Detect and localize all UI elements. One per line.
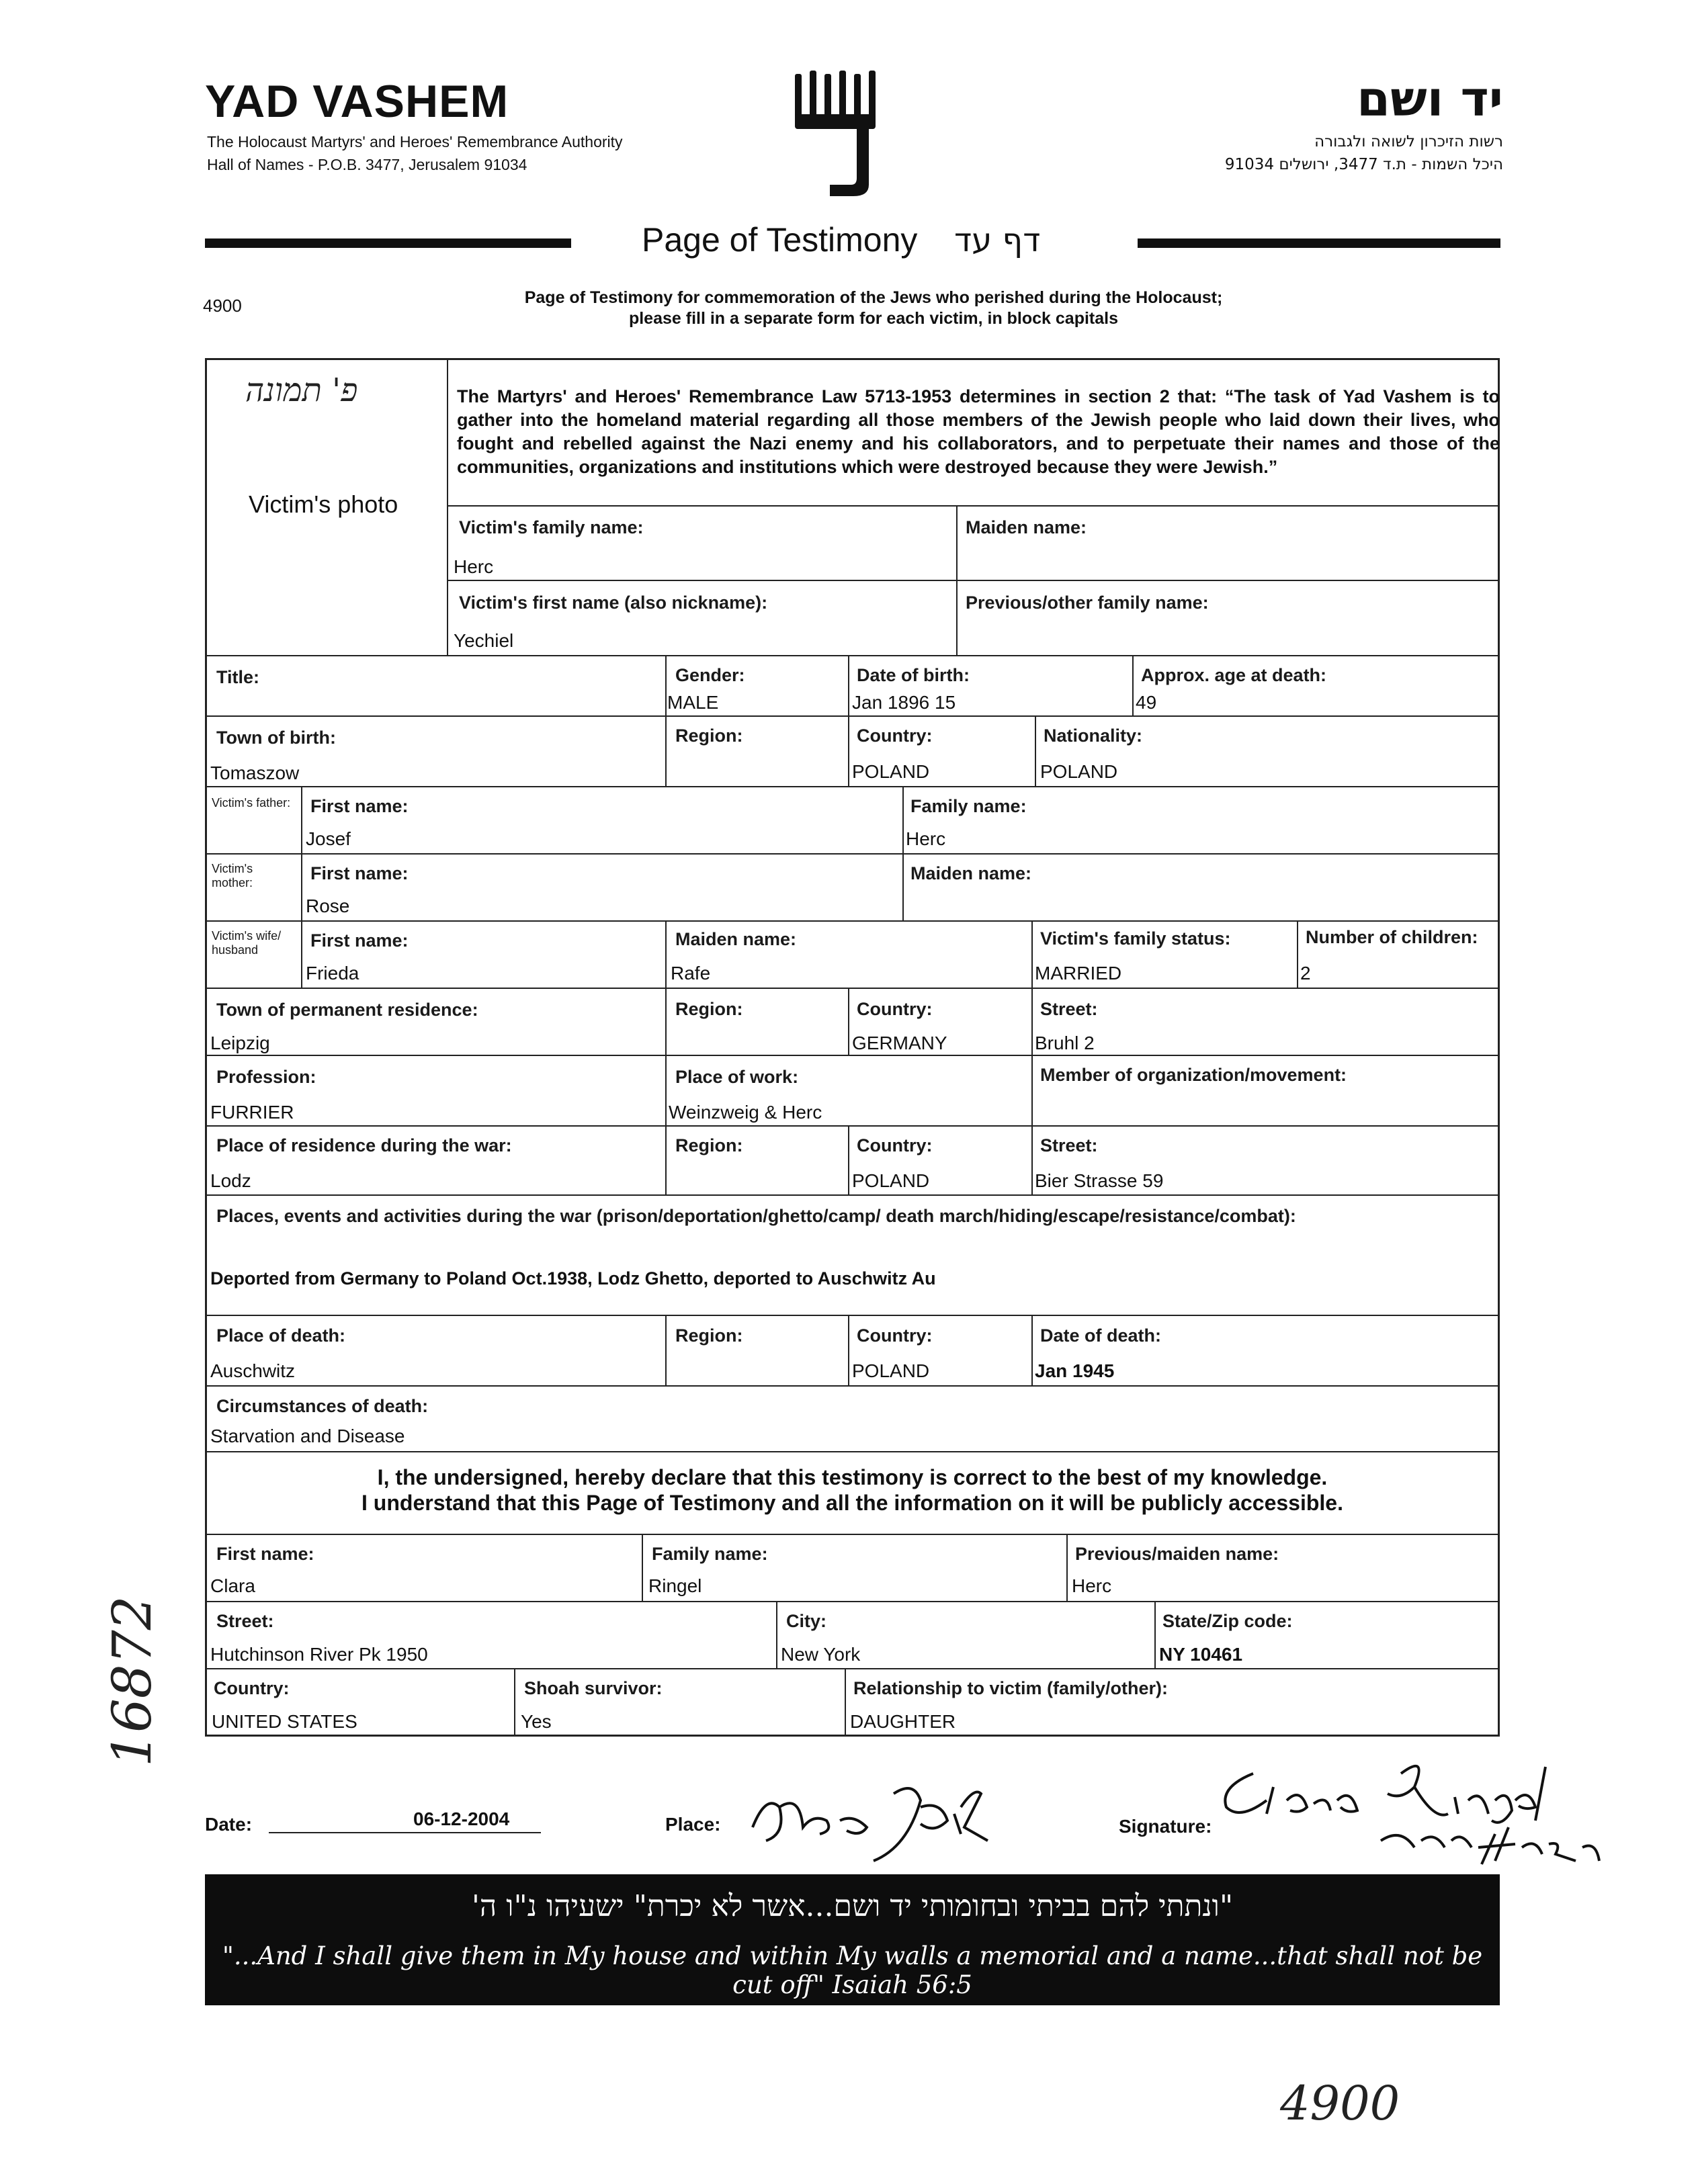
org-subtitle: The Holocaust Martyrs' and Heroes' Remembrance Authority xyxy=(207,133,623,150)
place-handwritten xyxy=(739,1767,1021,1874)
gender-label: Gender: xyxy=(675,665,745,685)
place-of-work-label: Place of work: xyxy=(675,1067,799,1087)
gender-value: MALE xyxy=(667,692,719,713)
banner-quote-hebrew: "ונתתי להם בביתי ובחומותי יד ושם...אשר לא יכרת" ישעיהו נ"ו ה' xyxy=(471,1889,1234,1923)
town-of-birth: Tomaszow xyxy=(210,762,300,783)
handwritten-photo-note: פ' תמונה xyxy=(245,372,358,409)
intro-text xyxy=(437,288,1310,329)
death-country: POLAND xyxy=(852,1360,930,1381)
form-number: 4900 xyxy=(203,296,242,316)
age-at-death-label: Approx. age at death: xyxy=(1141,665,1327,685)
submitter-state-label: State/Zip code: xyxy=(1162,1611,1293,1631)
birth-country-label: Country: xyxy=(857,726,933,746)
birth-country: POLAND xyxy=(852,761,930,782)
father-family-name-label: Family name: xyxy=(910,796,1027,816)
title-label: Title: xyxy=(216,667,260,687)
title-bar-left xyxy=(205,238,571,248)
maiden-name-label: Maiden name: xyxy=(966,517,1087,537)
submitter-family-name-label: Family name: xyxy=(652,1544,768,1564)
signature-handwritten xyxy=(1213,1747,1616,1881)
relationship-label: Relationship to victim (family/other): xyxy=(853,1678,1169,1698)
submitter-street-label: Street: xyxy=(216,1611,274,1631)
war-country-label: Country: xyxy=(857,1135,933,1155)
shoah-survivor-label: Shoah survivor: xyxy=(524,1678,663,1698)
victim-family-name: Herc xyxy=(454,556,494,577)
submitter-first-name-label: First name: xyxy=(216,1544,314,1564)
family-status: MARRIED xyxy=(1035,963,1122,984)
place-label: Place: xyxy=(665,1814,721,1835)
residence-country: GERMANY xyxy=(852,1033,947,1053)
victim-first-name-label: Victim's first name (also nickname): xyxy=(459,593,768,613)
submitter-maiden-name: Herc xyxy=(1072,1575,1112,1596)
war-region-label: Region: xyxy=(675,1135,743,1155)
date-underline xyxy=(269,1832,541,1833)
testimony-date: 06-12-2004 xyxy=(413,1808,510,1829)
circumstances: Starvation and Disease xyxy=(210,1426,405,1446)
relationship: DAUGHTER xyxy=(850,1711,956,1732)
declaration-line-1: I, the undersigned, hereby declare that this testimony is correct to the best of my knowledge. xyxy=(377,1465,1328,1489)
org-address-hebrew: היכל השמות - ת.ד 3477, ירושלים 91034 xyxy=(1224,156,1503,173)
war-street: Bier Strasse 59 xyxy=(1035,1170,1164,1191)
mother-side-label: Victim's mother: xyxy=(212,862,253,889)
town-of-birth-label: Town of birth: xyxy=(216,728,336,748)
side-handwritten-number: 16872 xyxy=(101,1596,163,1767)
submitter-family-name: Ringel xyxy=(648,1575,702,1596)
declaration xyxy=(205,1465,1500,1516)
signature-label: Signature: xyxy=(1119,1816,1212,1837)
residence-country-label: Country: xyxy=(857,999,933,1019)
yad-vashem-logo xyxy=(790,67,890,202)
residence-street: Bruhl 2 xyxy=(1035,1033,1095,1053)
permanent-residence-label: Town of permanent residence: xyxy=(216,1000,478,1020)
victim-photo-label: Victim's photo xyxy=(249,490,398,518)
intro-line-2: please fill in a separate form for each victim, in block capitals xyxy=(628,309,1119,328)
spouse-maiden-name-label: Maiden name: xyxy=(675,929,797,949)
number-of-children: 2 xyxy=(1300,963,1311,984)
mother-first-name: Rose xyxy=(306,896,350,916)
victim-first-name: Yechiel xyxy=(454,630,514,651)
date-label: Date: xyxy=(205,1814,253,1835)
submitter-city: New York xyxy=(781,1644,861,1665)
nationality: POLAND xyxy=(1040,761,1118,782)
submitter-first-name: Clara xyxy=(210,1575,255,1596)
submitter-city-label: City: xyxy=(786,1611,826,1631)
submitter-country-label: Country: xyxy=(214,1678,290,1698)
submitter-country: UNITED STATES xyxy=(212,1711,357,1732)
law-text: The Martyrs' and Heroes' Remembrance Law 5713-1953 determines in section 2 that: “The task of Yad Vashem is to gather into the homeland material regarding all those members of the Jewish people who laid down their lives, who fought and rebelled against the Nazi enemy and his collaborators, and to perpetuate their names and those of the communities, organizations and institutions which were destroyed because they were Jewish.” xyxy=(457,386,1500,477)
date-of-birth-label: Date of birth: xyxy=(857,665,970,685)
war-events: Deported from Germany to Poland Oct.1938, Lodz Ghetto, deported to Auschwitz Au xyxy=(210,1268,936,1288)
place-of-work: Weinzweig & Herc xyxy=(669,1102,822,1123)
date-of-birth: Jan 1896 15 xyxy=(852,692,956,713)
mother-maiden-name-label: Maiden name: xyxy=(910,863,1032,883)
war-country: POLAND xyxy=(852,1170,930,1191)
war-residence: Lodz xyxy=(210,1170,251,1191)
nationality-label: Nationality: xyxy=(1044,726,1143,746)
org-name: YAD VASHEM xyxy=(205,76,509,127)
page-title-hebrew: דף עד xyxy=(954,222,1041,259)
bottom-handwritten-number: 4900 xyxy=(1280,2076,1400,2131)
birth-region-label: Region: xyxy=(675,726,743,746)
spouse-maiden-name: Rafe xyxy=(671,963,711,984)
residence-region-label: Region: xyxy=(675,999,743,1019)
submitter-street: Hutchinson River Pk 1950 xyxy=(210,1644,428,1665)
death-region-label: Region: xyxy=(675,1325,743,1346)
spouse-side-label: Victim's wife/ husband xyxy=(212,929,282,957)
circumstances-label: Circumstances of death: xyxy=(216,1396,429,1416)
quote-banner xyxy=(205,1874,1500,2005)
spouse-first-name: Frieda xyxy=(306,963,359,984)
shoah-survivor: Yes xyxy=(521,1711,552,1732)
profession-label: Profession: xyxy=(216,1067,316,1087)
permanent-residence: Leipzig xyxy=(210,1033,270,1053)
victim-family-name-label: Victim's family name: xyxy=(459,517,644,537)
war-residence-label: Place of residence during the war: xyxy=(216,1135,512,1155)
place-of-death-label: Place of death: xyxy=(216,1325,346,1346)
member-organization-label: Member of organization/movement: xyxy=(1040,1065,1347,1085)
war-street-label: Street: xyxy=(1040,1135,1098,1155)
residence-street-label: Street: xyxy=(1040,999,1098,1019)
family-status-label: Victim's family status: xyxy=(1040,928,1231,949)
page-title: Page of Testimony xyxy=(642,221,918,259)
submitter-state-zip: NY 10461 xyxy=(1159,1644,1243,1665)
father-first-name: Josef xyxy=(306,828,351,849)
place-of-death: Auschwitz xyxy=(210,1360,296,1381)
date-of-death-label: Date of death: xyxy=(1040,1325,1162,1346)
profession: FURRIER xyxy=(210,1102,294,1123)
spouse-first-name-label: First name: xyxy=(310,930,409,951)
submitter-maiden-name-label: Previous/maiden name: xyxy=(1075,1544,1279,1564)
father-first-name-label: First name: xyxy=(310,796,409,816)
father-family-name: Herc xyxy=(906,828,946,849)
number-of-children-label: Number of children: xyxy=(1306,927,1478,947)
declaration-line-2: I understand that this Page of Testimony and all the information on it will be publicly accessible. xyxy=(362,1491,1343,1515)
date-of-death: Jan 1945 xyxy=(1035,1360,1115,1381)
title-bar-right xyxy=(1138,238,1500,248)
age-at-death: 49 xyxy=(1136,692,1157,713)
banner-quote-english: "...And I shall give them in My house and within My walls a memorial and a name...that shall not be cut off" Isaiah 56:5 xyxy=(222,1941,1483,1999)
father-side-label: Victim's father: xyxy=(212,796,291,810)
org-subtitle-hebrew: רשות הזיכרון לשואה ולגבורה xyxy=(1314,133,1503,150)
mother-first-name-label: First name: xyxy=(310,863,409,883)
intro-line-1: Page of Testimony for commemoration of the Jews who perished during the Holocaust; xyxy=(524,288,1223,307)
death-country-label: Country: xyxy=(857,1325,933,1346)
previous-family-name-label: Previous/other family name: xyxy=(966,593,1209,613)
org-name-hebrew: יד ושם xyxy=(1356,71,1503,127)
org-address: Hall of Names - P.O.B. 3477, Jerusalem 91034 xyxy=(207,156,527,173)
war-events-label: Places, events and activities during the war (prison/deportation/ghetto/camp/ death march/hiding/escape/resistance/combat): xyxy=(216,1206,1296,1226)
